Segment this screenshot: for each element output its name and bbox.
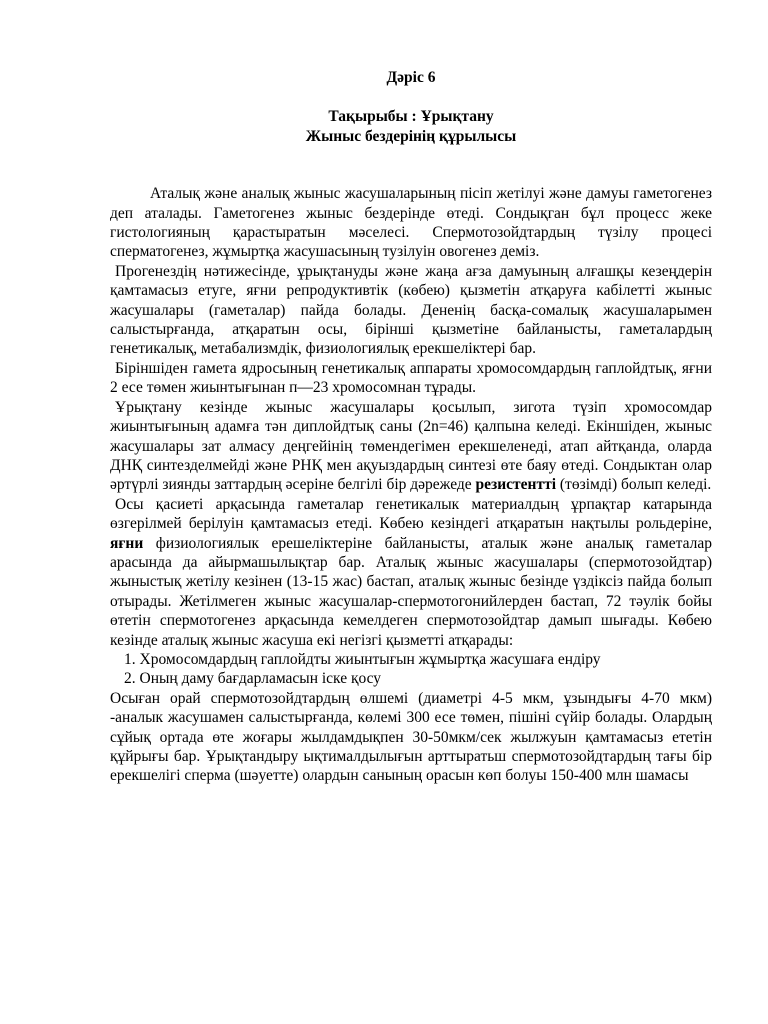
bold-term-yagni: яғни <box>110 534 144 552</box>
paragraph-fertilization-end: (төзімді) болып келеді. <box>556 476 712 494</box>
paragraph-first-feature: Біріншіден гамета ядросының генетикалық аппараты хромосомдардың гаплойдтық, яғни 2 есе төмен жиынтығынан п—23 хромосомнан тұрады. <box>110 359 712 397</box>
paragraph-fertilization-text: Ұрықтану кезінде жыныс жасушалары қосылып, зигота түзіп хромосомдар жиынтығының адамға тән диплойдтық саны (2n=46) қалпына келеді. Екіншіден, жыныс жасушалары зат алмасу деңгейінің төмендегімен ерекшеленеді, атап айтқанда, оларда ДНҚ синтезделмейді және РНҚ мен ақуыздардың синтезі өте баяу өтеді. Сондыктан олар әртүрлі зиянды заттардың әсеріне белгілі бір дәрежеде <box>110 398 712 494</box>
bold-term-resistant: резистентті <box>475 476 557 494</box>
topic-subtitle: Жыныс бездерінің құрылысы <box>305 127 517 145</box>
topic-label: Тақырыбы : Ұрықтану <box>328 108 494 126</box>
paragraph-sperm-size: Осыған орай спермотозойдтардың өлшемі (диаметрі 4-5 мкм, ұзындығы 4-70 мкм) -аналык жасушамен салыстырғанда, көлемі 300 есе төмен, пішіні сүйір болады. Олардың сұйық ортада өте жоғары жылдамдықпен 30-50мкм/сек жылжуын қамтамасыз ететін құйрығы бар. Ұрықтандыру ықтималдылығын арттыратьш спермотозойдтардың тағы бір ерекшелігі сперма (шәуетте) олардын санының орасын көп болуы 150-400 млн шамасы <box>110 689 712 785</box>
paragraph-male-cells-end: физиологиялык ерешеліктеріне байланысты, аталык және аналық гаметалар арасында да айырмашылықтар бар. Аталық жыныс жасушалары (спермотозойдтар) жыныстық жетілу кезінен (13-15 жас) бастап, аталық жыныс безінде үздіксіз пайда болып отырады. Жетілмеген жыныс жасушалар-спермотогонийлерден бастап, 72 тәулік бойы өтетін спермотогенез арқасында кемелдеген спермотозойдтар дамып шығады. Көбею кезінде аталық жыныс жасуша екі негізгі қызметті атқарады: <box>110 534 712 649</box>
function-list <box>110 650 712 689</box>
topic-heading <box>110 107 712 146</box>
list-item: 2. Оның даму бағдарламасын іске қосу <box>124 670 382 688</box>
paragraph-male-cells <box>110 495 712 650</box>
list-item: 1. Хромосомдардың гаплойдты жиынтығын жұмыртқа жасушаға ендіру <box>124 650 601 668</box>
paragraph-male-cells-text: Осы қасиеті арқасында гаметалар генетикалык материалдың ұрпақтар катарында өзгерілмей берілуін қамтамасыз етеді. Көбею кезіндегі атқаратын нақтылы рольдеріне, <box>110 495 712 533</box>
paragraph-fertilization <box>110 398 712 495</box>
paragraph-gametogenesis: Аталық және аналық жыныс жасушаларының пісіп жетілуі және дамуы гаметогенез деп аталады. Гаметогенез жыныс бездерінде өтеді. Сондықган бұл процесс жеке гистологияның қарастыратын мәселесі. Спермотозойдтардың түзілу процесі сперматогенез, жұмыртқа жасушасының тузілуін овогенез деміз. <box>110 185 712 261</box>
body-text <box>110 184 712 786</box>
document-page <box>110 68 712 786</box>
paragraph-progenesis: Прогенездің нәтижесінде, ұрықтануды және жаңа ағза дамуының алғашқы кезеңдерін қамтамасыз етуге, яғни репродуктивтік (көбею) қызметін атқаруға кабілетті жыныс жасушалары (гаметалар) пайда болады. Дененің басқа-сомалық жасушаларымен салыстырғанда, атқаратын осы, бірінші қызметіне байланысты, гаметалардың генетикалық, метабализмдік, физиологиялық ерекшеліктері бар. <box>110 262 712 358</box>
lecture-title: Дәріс 6 <box>386 69 436 86</box>
